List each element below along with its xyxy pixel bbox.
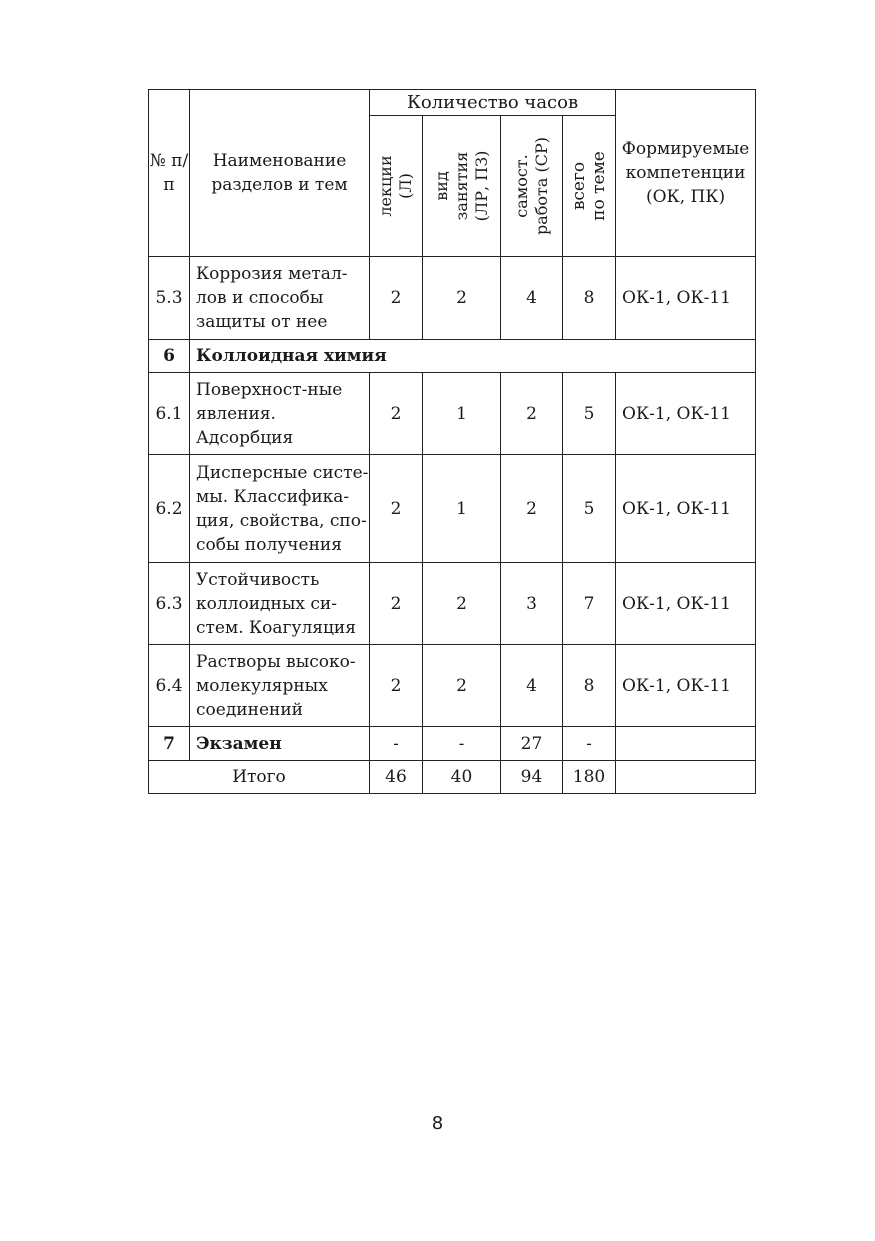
row-total: 7 <box>563 563 616 645</box>
row-num: 6.4 <box>149 645 190 727</box>
row-self: 4 <box>501 257 563 340</box>
row-name: Поверхност-ные явления. Адсорбция <box>190 373 370 455</box>
row-lectures: 2 <box>370 455 423 563</box>
totals-lectures: 46 <box>370 761 423 794</box>
row-type: 2 <box>423 257 501 340</box>
row-num: 7 <box>149 727 190 761</box>
header-hours-group: Количество часов <box>370 90 616 116</box>
row-lectures: 2 <box>370 257 423 340</box>
totals-label: Итого <box>149 761 370 794</box>
row-name: Устойчивость коллоидных си-стем. Коагуляция <box>190 563 370 645</box>
row-lectures: 2 <box>370 373 423 455</box>
row-name: Растворы высоко-молекулярных соединений <box>190 645 370 727</box>
table-row <box>149 645 756 727</box>
row-total: - <box>563 727 616 761</box>
row-total: 5 <box>563 373 616 455</box>
header-competences: Формируемые компетенции (ОК, ПК) <box>616 90 756 257</box>
page-number: 8 <box>431 1113 444 1134</box>
exam-row <box>149 727 756 761</box>
header-total: всего по теме <box>563 116 616 257</box>
row-name: Коррозия метал-лов и способы защиты от нее <box>190 257 370 340</box>
row-type: 1 <box>423 373 501 455</box>
header-type: вид занятия (ЛР, ПЗ) <box>423 116 501 257</box>
totals-row <box>149 761 756 794</box>
section-row <box>149 340 756 373</box>
row-competences: ОК-1, ОК-11 <box>616 257 756 340</box>
row-self: 2 <box>501 455 563 563</box>
section-title: Коллоидная химия <box>190 340 756 373</box>
row-competences: ОК-1, ОК-11 <box>616 373 756 455</box>
row-type: 2 <box>423 645 501 727</box>
row-type: 2 <box>423 563 501 645</box>
table-row <box>149 455 756 563</box>
row-total: 5 <box>563 455 616 563</box>
row-self: 3 <box>501 563 563 645</box>
row-lectures: 2 <box>370 563 423 645</box>
row-num: 5.3 <box>149 257 190 340</box>
row-type: - <box>423 727 501 761</box>
row-lectures: 2 <box>370 645 423 727</box>
row-competences <box>616 727 756 761</box>
totals-self: 94 <box>501 761 563 794</box>
header-name: Наименование разделов и тем <box>190 90 370 257</box>
row-competences: ОК-1, ОК-11 <box>616 563 756 645</box>
table-row <box>149 257 756 340</box>
row-lectures: - <box>370 727 423 761</box>
table-row <box>149 373 756 455</box>
row-self: 4 <box>501 645 563 727</box>
row-type: 1 <box>423 455 501 563</box>
row-num: 6.1 <box>149 373 190 455</box>
row-self: 2 <box>501 373 563 455</box>
header-num: № п/п <box>149 90 190 257</box>
row-total: 8 <box>563 257 616 340</box>
header-lectures: лекции (Л) <box>370 116 423 257</box>
row-competences: ОК-1, ОК-11 <box>616 645 756 727</box>
totals-competences <box>616 761 756 794</box>
row-num: 6.3 <box>149 563 190 645</box>
totals-total: 180 <box>563 761 616 794</box>
row-name: Дисперсные систе-мы. Классифика-ция, свойства, спо-собы получения <box>190 455 370 563</box>
row-competences: ОК-1, ОК-11 <box>616 455 756 563</box>
row-total: 8 <box>563 645 616 727</box>
section-num: 6 <box>149 340 190 373</box>
row-self: 27 <box>501 727 563 761</box>
totals-type: 40 <box>423 761 501 794</box>
header-self-work: самост. работа (СР) <box>501 116 563 257</box>
row-name: Экзамен <box>190 727 370 761</box>
table-row <box>149 563 756 645</box>
study-plan-table <box>148 89 756 794</box>
row-num: 6.2 <box>149 455 190 563</box>
